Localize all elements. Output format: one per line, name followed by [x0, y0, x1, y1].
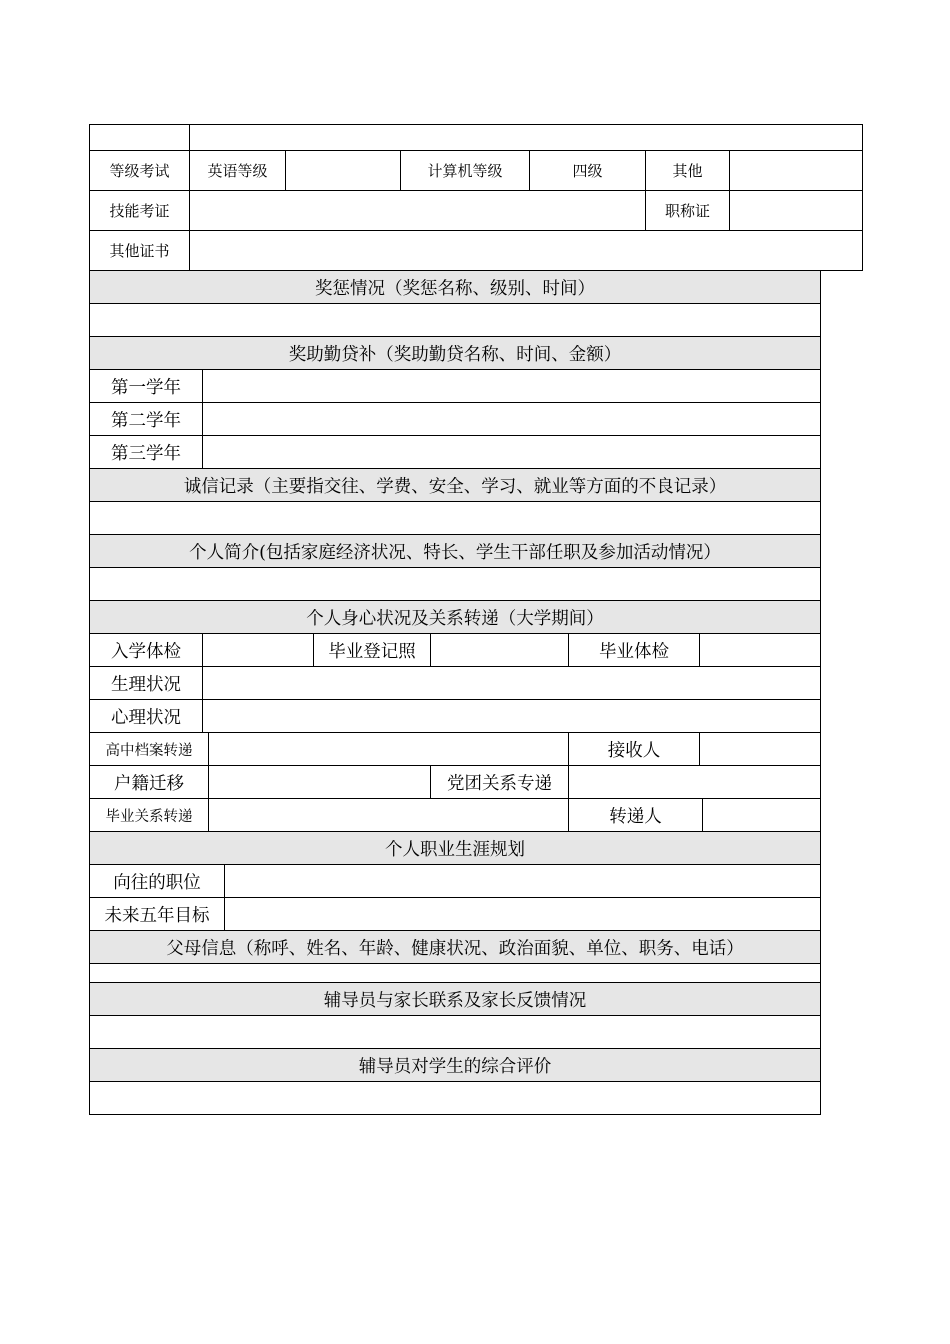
aid-year1-label: 第一学年 — [90, 370, 203, 403]
hs-file-transfer-field[interactable] — [209, 733, 569, 766]
grad-photo-field[interactable] — [431, 634, 569, 667]
computer-level-label: 计算机等级 — [401, 151, 530, 191]
awards-field[interactable] — [90, 304, 821, 337]
records-table — [89, 270, 821, 1115]
other-cert-value[interactable] — [190, 231, 863, 271]
transferrer-field[interactable] — [703, 799, 821, 832]
household-move-field[interactable] — [209, 766, 431, 799]
aid-header: 奖助勤贷补（奖助勤贷名称、时间、金额） — [90, 337, 821, 370]
physical-field[interactable] — [203, 667, 821, 700]
five-year-goal-label: 未来五年目标 — [90, 898, 225, 931]
health-header: 个人身心状况及关系转递（大学期间） — [90, 601, 821, 634]
title-cert-value[interactable] — [730, 191, 863, 231]
career-header: 个人职业生涯规划 — [90, 832, 821, 865]
skill-cert-label: 技能考证 — [90, 191, 190, 231]
entrance-exam-field[interactable] — [203, 634, 314, 667]
profile-header: 个人简介(包括家庭经济状况、特长、学生干部任职及参加活动情况） — [90, 535, 821, 568]
position-label: 向往的职位 — [90, 865, 225, 898]
other-value[interactable] — [730, 151, 863, 191]
hs-file-transfer-label: 高中档案转递 — [90, 733, 209, 766]
other-label: 其他 — [646, 151, 730, 191]
grad-exam-label: 毕业体检 — [569, 634, 700, 667]
english-level-value[interactable] — [286, 151, 401, 191]
counselor-contact-field[interactable] — [90, 1016, 821, 1049]
aid-year3-label: 第三学年 — [90, 436, 203, 469]
other-cert-label: 其他证书 — [90, 231, 190, 271]
certificates-table — [89, 124, 863, 271]
computer-level-value[interactable]: 四级 — [530, 151, 646, 191]
grade-exam-label: 等级考试 — [90, 151, 190, 191]
integrity-field[interactable] — [90, 502, 821, 535]
blank-cell — [90, 125, 190, 151]
mental-field[interactable] — [203, 700, 821, 733]
grad-transfer-field[interactable] — [209, 799, 569, 832]
grad-transfer-label: 毕业关系转递 — [90, 799, 209, 832]
integrity-header: 诚信记录（主要指交往、学费、安全、学习、就业等方面的不良记录） — [90, 469, 821, 502]
entrance-exam-label: 入学体检 — [90, 634, 203, 667]
title-cert-label: 职称证 — [646, 191, 730, 231]
party-transfer-label: 党团关系专递 — [431, 766, 569, 799]
profile-field[interactable] — [90, 568, 821, 601]
party-transfer-field[interactable] — [569, 766, 821, 799]
receiver-field[interactable] — [700, 733, 821, 766]
household-move-label: 户籍迁移 — [90, 766, 209, 799]
skill-cert-value[interactable] — [190, 191, 646, 231]
receiver-label: 接收人 — [569, 733, 700, 766]
parents-field[interactable] — [90, 964, 821, 983]
aid-year2-label: 第二学年 — [90, 403, 203, 436]
physical-label: 生理状况 — [90, 667, 203, 700]
counselor-eval-field[interactable] — [90, 1082, 821, 1115]
parents-header: 父母信息（称呼、姓名、年龄、健康状况、政治面貌、单位、职务、电话） — [90, 931, 821, 964]
grad-photo-label: 毕业登记照 — [314, 634, 431, 667]
aid-year2-field[interactable] — [203, 403, 821, 436]
counselor-eval-header: 辅导员对学生的综合评价 — [90, 1049, 821, 1082]
position-field[interactable] — [225, 865, 821, 898]
five-year-goal-field[interactable] — [225, 898, 821, 931]
awards-header: 奖惩情况（奖惩名称、级别、时间） — [90, 271, 821, 304]
transferrer-label: 转递人 — [569, 799, 703, 832]
grad-exam-field[interactable] — [700, 634, 821, 667]
english-level-label: 英语等级 — [190, 151, 286, 191]
mental-label: 心理状况 — [90, 700, 203, 733]
aid-year3-field[interactable] — [203, 436, 821, 469]
aid-year1-field[interactable] — [203, 370, 821, 403]
blank-cell — [190, 125, 863, 151]
counselor-contact-header: 辅导员与家长联系及家长反馈情况 — [90, 983, 821, 1016]
